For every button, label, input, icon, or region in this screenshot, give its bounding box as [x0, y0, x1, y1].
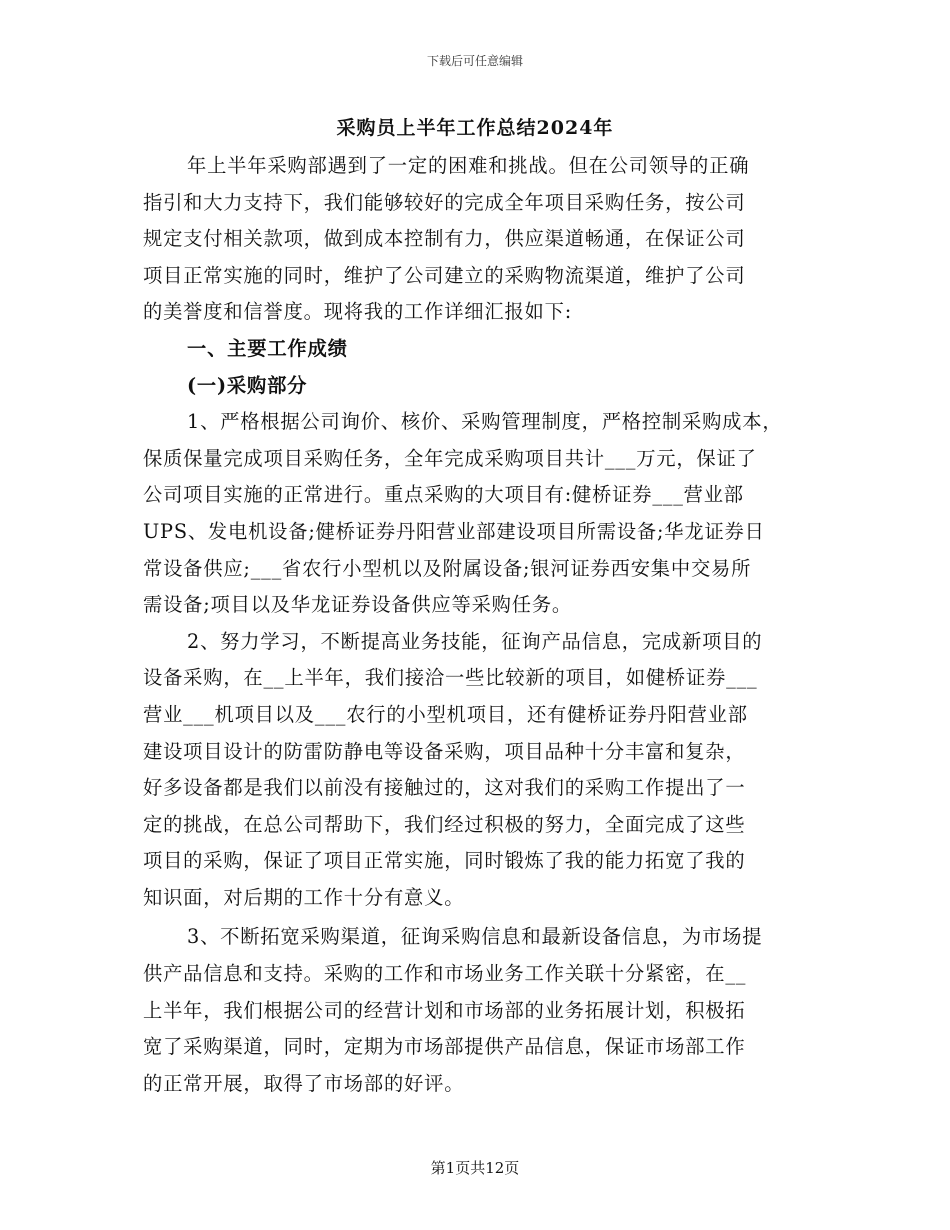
section-heading: 一、主要工作成绩 [187, 336, 348, 360]
para3-line: 宽了采购渠道，同时，定期为市场部提供产品信息，保证市场部工作 [143, 1035, 746, 1059]
para2-line: 知识面，对后期的工作十分有意义。 [143, 885, 465, 909]
para3-line: 供产品信息和支持。采购的工作和市场业务工作关联十分紧密，在__ [143, 962, 747, 986]
para2-line: 2、努力学习，不断提高业务技能，征询产品信息，完成新项目的 [187, 629, 763, 653]
para1-line: 1、严格根据公司询价、核价、采购管理制度，严格控制采购成本， [187, 410, 783, 434]
para1-line: 常设备供应;___省农行小型机以及附属设备;银河证券西安集中交易所 [143, 556, 752, 580]
intro-line: 年上半年采购部遇到了一定的困难和挑战。但在公司领导的正确 [187, 154, 750, 177]
subsection-heading: (一)采购部分 [187, 373, 308, 397]
para2-line: 建设项目设计的防雷防静电等设备采购，项目品种十分丰富和复杂， [143, 739, 746, 763]
para1-line: UPS、发电机设备;健桥证券丹阳营业部建设项目所需设备;华龙证券日 [143, 519, 765, 543]
document-title: 采购员上半年工作总结2024年 [336, 117, 614, 139]
para1-line: 公司项目实施的正常进行。重点采购的大项目有:健桥证券___营业部 [143, 483, 744, 507]
para2-line: 营业___机项目以及___农行的小型机项目，还有健桥证券丹阳营业部 [143, 702, 748, 726]
para3-line: 上半年，我们根据公司的经营计划和市场部的业务拓展计划，积极拓 [143, 998, 746, 1022]
page-indicator: 第1页共12页 [430, 1159, 520, 1177]
intro-line: 规定支付相关款项，做到成本控制有力，供应渠道畅通，在保证公司 [143, 227, 746, 251]
para2-line: 设备采购，在__上半年，我们接洽一些比较新的项目，如健桥证券___ [143, 666, 758, 690]
header-note: 下载后可任意编辑 [426, 54, 523, 68]
intro-line: 的美誉度和信誉度。现将我的工作详细汇报如下: [143, 300, 572, 324]
para3-line: 3、不断拓宽采购渠道，征询采购信息和最新设备信息，为市场提 [187, 925, 763, 949]
para2-line: 好多设备都是我们以前没有接触过的，这对我们的采购工作提出了一 [143, 776, 746, 800]
intro-line: 指引和大力支持下，我们能够较好的完成全年项目采购任务，按公司 [143, 190, 746, 214]
para2-line: 项目的采购，保证了项目正常实施，同时锻炼了我的能力拓宽了我的 [143, 849, 746, 873]
document-body [143, 148, 833, 1102]
para1-line: 需设备;项目以及华龙证券设备供应等采购任务。 [143, 593, 572, 617]
para2-line: 定的挑战，在总公司帮助下，我们经过积极的努力，全面完成了这些 [143, 812, 746, 836]
para3-line: 的正常开展，取得了市场部的好评。 [143, 1071, 465, 1095]
para1-line: 保质保量完成项目采购任务，全年完成采购项目共计___万元，保证了 [143, 446, 757, 470]
intro-line: 项目正常实施的同时，维护了公司建立的采购物流渠道，维护了公司 [143, 263, 746, 287]
